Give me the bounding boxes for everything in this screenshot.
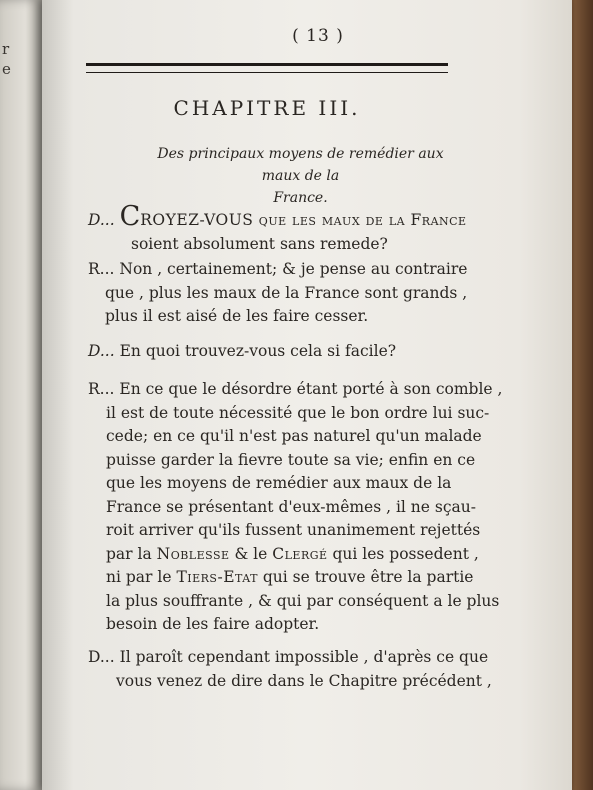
previous-page-edge <box>0 0 42 790</box>
speaker-label: D... <box>88 342 115 360</box>
speaker-label: R... <box>88 380 115 398</box>
subtitle-line: Des principaux moyens de remédier aux maux de la <box>157 146 444 184</box>
book-page <box>42 0 572 790</box>
dialogue-text: En quoi trouvez-vous cela si facile? <box>119 342 397 360</box>
dialogue-text-part: par la <box>106 544 157 563</box>
dialogue-text-part: qui se trouve être la partie <box>257 568 474 586</box>
dialogue-text: Non , certainement; & je pense au contraire <box>119 260 468 278</box>
dialogue-text: que les moyens de remédier aux maux de la <box>106 474 452 492</box>
dialogue-text: la plus souffrante , & qui par conséquent a le plus <box>106 591 500 610</box>
dialogue-text: Il paroît cependant impossible , d'après ce que <box>119 648 489 666</box>
dialogue-text <box>88 543 478 567</box>
dialogue-question <box>88 201 478 256</box>
small-caps-tiers-etat: Tiers-Etat <box>176 568 258 586</box>
small-caps-clerge: Clergé <box>272 544 328 563</box>
subtitle-line: France. <box>273 190 328 206</box>
dialogue-text: roit arriver qu'ils fussent unanimement rejettés <box>106 521 481 539</box>
dialogue-text-part: & le <box>229 544 273 563</box>
header-rule <box>86 63 448 73</box>
dialogue-text: plus il est aisé de les faire cesser. <box>105 307 369 325</box>
dialogue-question <box>88 646 492 693</box>
dialogue-text: vous venez de dire dans le Chapitre précédent , <box>116 671 492 690</box>
chapter-subtitle <box>138 143 463 209</box>
dialogue-text: En ce que le désordre étant porté à son comble , <box>119 380 503 398</box>
speaker-label: R... <box>88 260 115 278</box>
chapter-title: CHAPITRE III. <box>173 96 361 120</box>
dialogue-text: besoin de les faire adopter. <box>106 615 320 633</box>
dialogue-answer <box>88 258 478 329</box>
dialogue-text: puisse garder la fievre toute sa vie; enfin en ce <box>106 450 476 469</box>
dialogue-text-part: qui les possedent , <box>327 544 479 563</box>
dialogue-text: cede; en ce qu'il n'est pas naturel qu'un malade <box>106 427 482 445</box>
dialogue-text-part: ni par le <box>106 568 177 586</box>
dialogue-text: France se présentant d'eux-mêmes , il ne sçau- <box>106 497 476 516</box>
page-number: ( 13 ) <box>292 26 344 46</box>
speaker-label: D... <box>88 211 115 229</box>
dialogue-answer <box>88 378 503 637</box>
previous-page-text: r e <box>2 40 11 78</box>
dialogue-text: que , plus les maux de la France sont grands , <box>105 283 468 302</box>
small-caps-noblesse: Noblesse <box>156 544 230 563</box>
dialogue-text <box>88 566 478 590</box>
speaker-label: D... <box>88 648 115 666</box>
drop-cap: C <box>119 201 141 232</box>
dialogue-text: ROYEZ-VOUS que les maux de la France <box>140 211 467 229</box>
dialogue-text: il est de toute nécessité que le bon ordre lui suc- <box>106 403 490 422</box>
dialogue-text: soient absolument sans remede? <box>131 234 388 253</box>
dialogue-question <box>88 340 478 364</box>
